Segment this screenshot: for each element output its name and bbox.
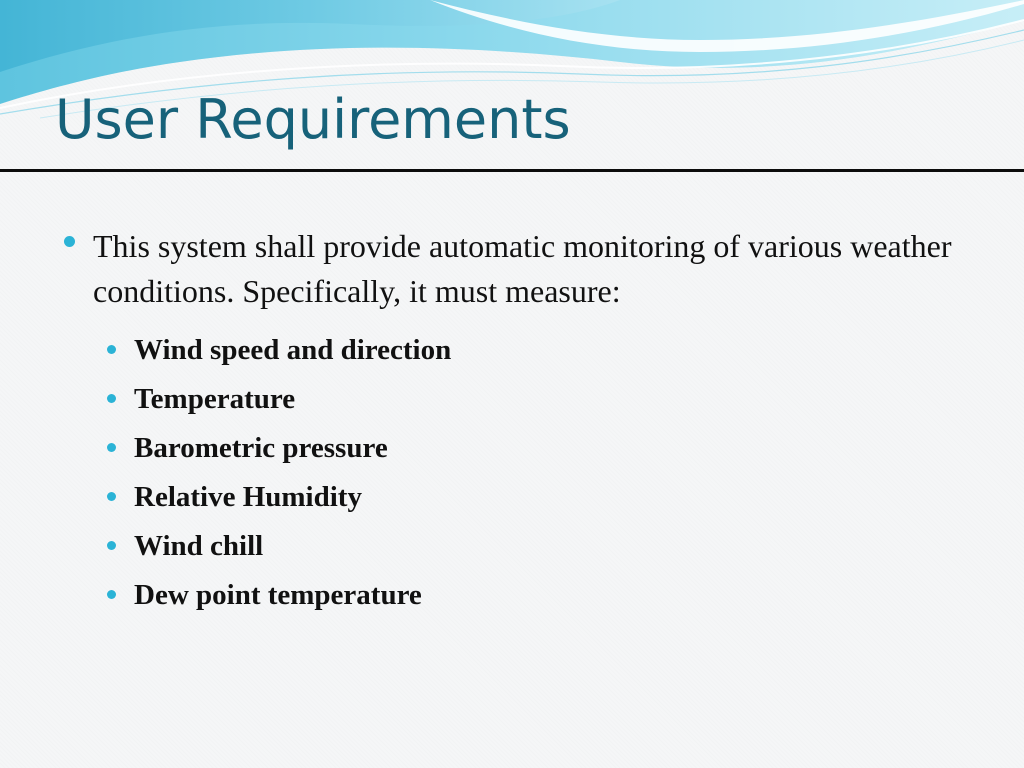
bullet-icon (107, 394, 116, 403)
bullet-icon (107, 443, 116, 452)
list-item (62, 571, 962, 620)
list-item (62, 375, 962, 424)
slide-title: User Requirements (55, 88, 571, 151)
bullet-icon (107, 541, 116, 550)
list-item (62, 326, 962, 375)
list-item (62, 424, 962, 473)
measurement-list (62, 326, 962, 620)
intro-text: This system shall provide automatic monitoring of various weather conditions. Specifically, it must measure: (93, 228, 952, 309)
list-item-text: Temperature (134, 383, 296, 415)
list-item-text: Wind speed and direction (134, 334, 452, 366)
list-item-text: Wind chill (134, 530, 264, 562)
intro-bullet (62, 224, 962, 314)
list-item-text: Relative Humidity (134, 481, 362, 513)
bullet-icon (64, 236, 75, 247)
bullet-icon (107, 345, 116, 354)
list-item (62, 522, 962, 571)
list-item-text: Barometric pressure (134, 432, 388, 464)
bullet-icon (107, 492, 116, 501)
slide-content (62, 224, 962, 620)
list-item-text: Dew point temperature (134, 579, 422, 611)
title-divider (0, 169, 1024, 172)
list-item (62, 473, 962, 522)
bullet-icon (107, 590, 116, 599)
